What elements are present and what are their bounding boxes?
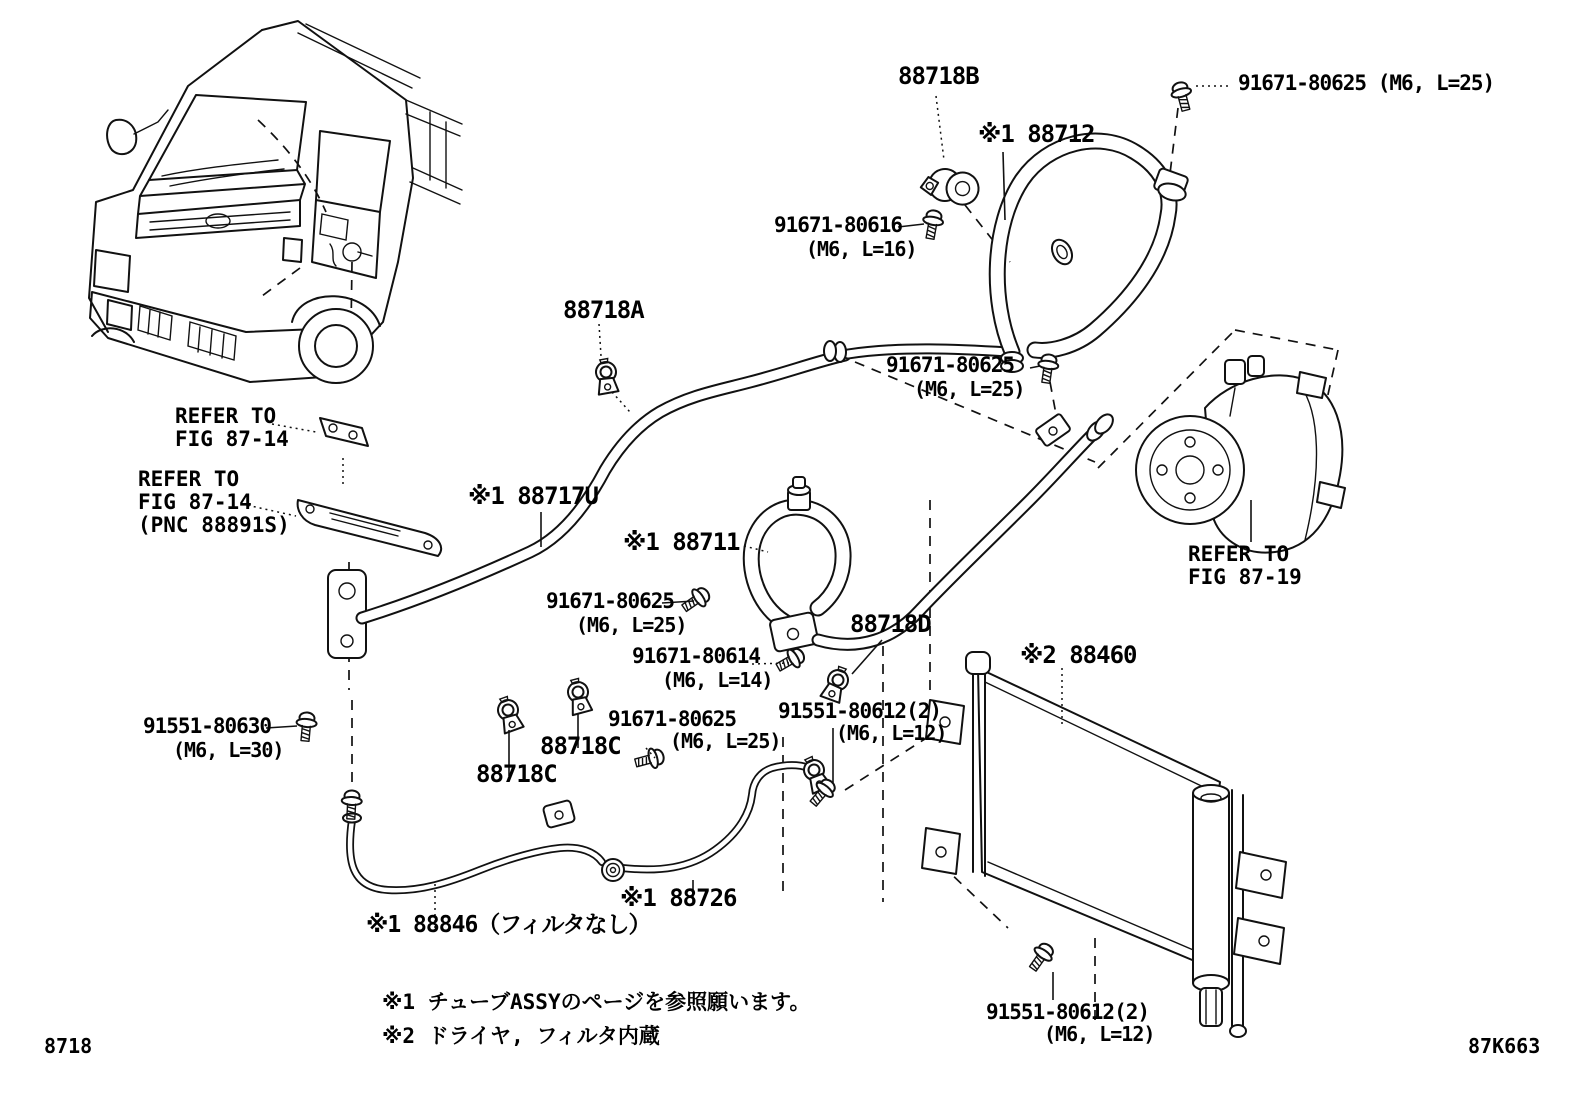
- footnote-1: ※1 チューブASSYのページを参照願います。: [382, 990, 811, 1014]
- clamp-88718D-part: [820, 664, 851, 703]
- cooler-pipe-88726: [602, 765, 812, 881]
- bolt-91671-80625-left-part: [678, 584, 713, 617]
- liquid-tube-88846: [343, 800, 602, 891]
- label-91551-80630-spec: (M6, L=30): [173, 738, 284, 762]
- label-91671-80616: 91671-80616: [774, 213, 903, 237]
- bolt-91551-80630-part: [295, 712, 317, 742]
- label-91671-80625-mid: 91671-80625: [886, 353, 1015, 377]
- label-refer-fig87-14-line1: REFER TO: [175, 404, 277, 428]
- label-refer-fig87-19-line1: REFER TO: [1188, 542, 1290, 566]
- truck-cab-sketch: [89, 21, 462, 383]
- label-refer-fig87-14b-line1: REFER TO: [138, 467, 240, 491]
- bolt-91671-80625-bottom-part: [633, 746, 666, 773]
- footnote-2: ※2 ドライヤ, フィルタ内蔵: [382, 1024, 660, 1048]
- label-88460: ※2 88460: [1020, 641, 1137, 669]
- label-88846: ※1 88846（フィルタなし）: [366, 912, 651, 938]
- label-88718B: 88718B: [898, 62, 979, 90]
- label-88718A: 88718A: [563, 296, 644, 324]
- label-91551-80612-bottom-spec: (M6, L=12): [1044, 1022, 1155, 1046]
- label-88712: ※1 88712: [978, 120, 1095, 148]
- label-91671-80625-left: 91671-80625: [546, 589, 675, 613]
- clamp-88718C-left-part: [493, 694, 524, 733]
- label-91671-80625-bottom: 91671-80625: [608, 707, 737, 731]
- bracket-fig87-14-small: [320, 418, 368, 446]
- label-91551-80612-top-spec: (M6, L=12): [836, 721, 947, 745]
- page-code: 8718: [44, 1034, 93, 1058]
- label-refer-fig87-14-line2: FIG 87-14: [175, 427, 289, 451]
- label-91671-80625-left-spec: (M6, L=25): [576, 613, 687, 637]
- label-91671-80625-bottom-spec: (M6, L=25): [670, 729, 781, 753]
- label-91671-80625-top-number: 91671-80625: [1238, 71, 1367, 95]
- label-91671-80625-top-spec: (M6, L=25): [1377, 71, 1495, 95]
- label-91671-80614: 91671-80614: [632, 644, 761, 668]
- figure-code: 87K663: [1468, 1034, 1541, 1058]
- label-91551-80612-bottom: 91551-80612(2): [986, 1000, 1150, 1024]
- label-91671-80614-spec: (M6, L=14): [662, 668, 773, 692]
- label-refer-fig87-14b-line3: (PNC 88891S): [138, 513, 290, 537]
- label-91551-80630: 91551-80630: [143, 714, 272, 738]
- clamp-88718A-part: [593, 357, 620, 394]
- clamp-88718B-part: [918, 161, 982, 214]
- discharge-hose-88712: [997, 141, 1189, 372]
- clamp-88718C-right-part: [564, 677, 593, 715]
- label-88718D: 88718D: [850, 610, 931, 638]
- label-88718C-right: 88718C: [540, 732, 621, 760]
- suction-hose-88711: [751, 477, 843, 652]
- label-91671-80625-mid-spec: (M6, L=25): [914, 377, 1025, 401]
- label-91671-80625-top: [1238, 72, 1494, 94]
- label-91671-80616-spec: (M6, L=16): [806, 237, 917, 261]
- label-88711: ※1 88711: [623, 528, 740, 556]
- bracket-fig87-14-large: [298, 500, 441, 556]
- label-refer-fig87-19-line2: FIG 87-19: [1188, 565, 1302, 589]
- compressor-sketch: [1136, 356, 1345, 553]
- label-88718C-left: 88718C: [476, 760, 557, 788]
- label-88726: ※1 88726: [620, 884, 737, 912]
- condenser-88460-sketch: [922, 652, 1286, 1037]
- bolt-91551-80612-bottom-part: [1025, 940, 1058, 975]
- label-88717U: ※1 88717U: [468, 482, 598, 510]
- bolt-91671-80625-top-part: [1169, 80, 1196, 113]
- label-91551-80612-top: 91551-80612(2): [778, 699, 942, 723]
- label-refer-fig87-14b-line2: FIG 87-14: [138, 490, 252, 514]
